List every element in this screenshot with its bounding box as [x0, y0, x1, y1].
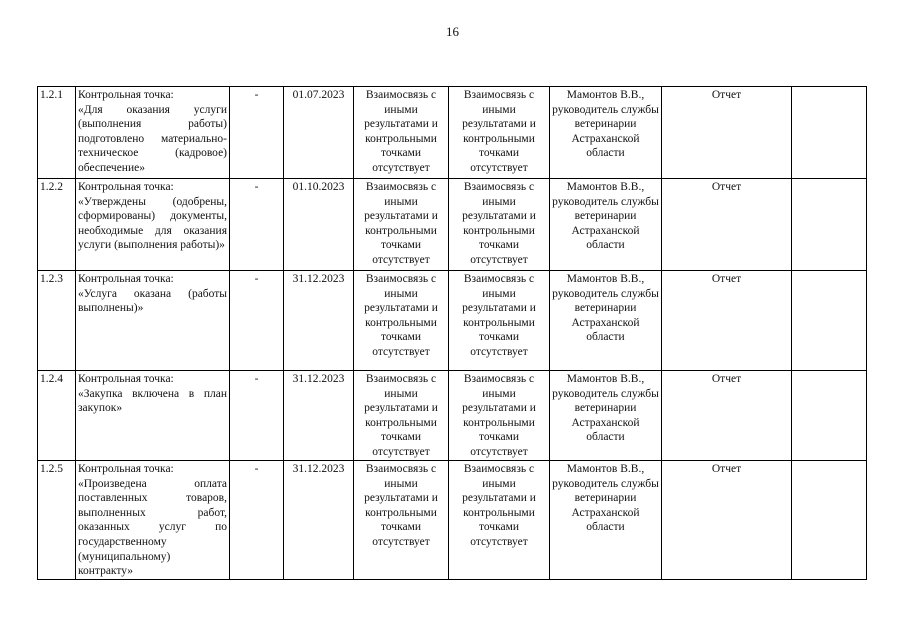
relation-cell-1: Взаимосвязь с иными результатами и контрольными точками отсутствует	[354, 271, 449, 371]
relation-cell-2: Взаимосвязь с иными результатами и контрольными точками отсутствует	[449, 371, 550, 461]
control-point-description	[76, 179, 230, 271]
row-number: 1.2.5	[38, 461, 76, 580]
responsible-cell: Мамонтов В.В., руководитель службы ветеринарии Астраханской области	[550, 371, 662, 461]
control-point-text: «Услуга оказана (работы выполнены)»	[78, 287, 227, 315]
relation-cell-1: Взаимосвязь с иными результатами и контрольными точками отсутствует	[354, 461, 449, 580]
control-point-description	[76, 87, 230, 179]
control-point-description	[76, 371, 230, 461]
document-cell: Отчет	[662, 271, 792, 371]
table-row	[38, 271, 867, 371]
control-point-title: Контрольная точка:	[78, 273, 174, 285]
empty-cell	[792, 87, 867, 179]
empty-cell	[792, 271, 867, 371]
responsible-cell: Мамонтов В.В., руководитель службы ветеринарии Астраханской области	[550, 461, 662, 580]
row-number: 1.2.1	[38, 87, 76, 179]
relation-cell-2: Взаимосвязь с иными результатами и контрольными точками отсутствует	[449, 271, 550, 371]
document-cell: Отчет	[662, 87, 792, 179]
relation-cell-1: Взаимосвязь с иными результатами и контрольными точками отсутствует	[354, 87, 449, 179]
date-cell: 01.07.2023	[284, 87, 354, 179]
dash-cell: -	[230, 87, 284, 179]
date-cell: 31.12.2023	[284, 371, 354, 461]
table-row	[38, 179, 867, 271]
control-point-text: «Произведена оплата поставленных товаров, выполненных работ, оказанных услуг по государственному (муниципальному) контракту»	[78, 477, 227, 578]
relation-cell-1: Взаимосвязь с иными результатами и контрольными точками отсутствует	[354, 371, 449, 461]
control-point-text: «Закупка включена в план закупок»	[78, 387, 227, 415]
table-row	[38, 87, 867, 179]
date-cell: 01.10.2023	[284, 179, 354, 271]
control-points-table	[37, 86, 867, 580]
control-point-text: «Для оказания услуги (выполнения работы) подготовлено материально-техническое (кадровое) обеспечение»	[78, 103, 227, 174]
empty-cell	[792, 461, 867, 580]
relation-cell-1: Взаимосвязь с иными результатами и контрольными точками отсутствует	[354, 179, 449, 271]
row-number: 1.2.3	[38, 271, 76, 371]
responsible-cell: Мамонтов В.В., руководитель службы ветеринарии Астраханской области	[550, 87, 662, 179]
relation-cell-2: Взаимосвязь с иными результатами и контрольными точками отсутствует	[449, 87, 550, 179]
relation-cell-2: Взаимосвязь с иными результатами и контрольными точками отсутствует	[449, 461, 550, 580]
control-point-title: Контрольная точка:	[78, 89, 174, 101]
control-point-title: Контрольная точка:	[78, 463, 174, 475]
table-row	[38, 461, 867, 580]
document-cell: Отчет	[662, 461, 792, 580]
table-row	[38, 371, 867, 461]
document-cell: Отчет	[662, 179, 792, 271]
control-point-title: Контрольная точка:	[78, 373, 174, 385]
dash-cell: -	[230, 461, 284, 580]
responsible-cell: Мамонтов В.В., руководитель службы ветеринарии Астраханской области	[550, 179, 662, 271]
date-cell: 31.12.2023	[284, 271, 354, 371]
page-number: 16	[446, 24, 459, 39]
dash-cell: -	[230, 271, 284, 371]
control-point-description	[76, 271, 230, 371]
control-point-description	[76, 461, 230, 580]
dash-cell: -	[230, 179, 284, 271]
relation-cell-2: Взаимосвязь с иными результатами и контрольными точками отсутствует	[449, 179, 550, 271]
date-cell: 31.12.2023	[284, 461, 354, 580]
row-number: 1.2.4	[38, 371, 76, 461]
responsible-cell: Мамонтов В.В., руководитель службы ветеринарии Астраханской области	[550, 271, 662, 371]
control-point-text: «Утверждены (одобрены, сформированы) документы, необходимые для оказания услуги (выполнения работы)»	[78, 195, 227, 252]
empty-cell	[792, 179, 867, 271]
document-cell: Отчет	[662, 371, 792, 461]
control-point-title: Контрольная точка:	[78, 181, 174, 193]
empty-cell	[792, 371, 867, 461]
row-number: 1.2.2	[38, 179, 76, 271]
dash-cell: -	[230, 371, 284, 461]
